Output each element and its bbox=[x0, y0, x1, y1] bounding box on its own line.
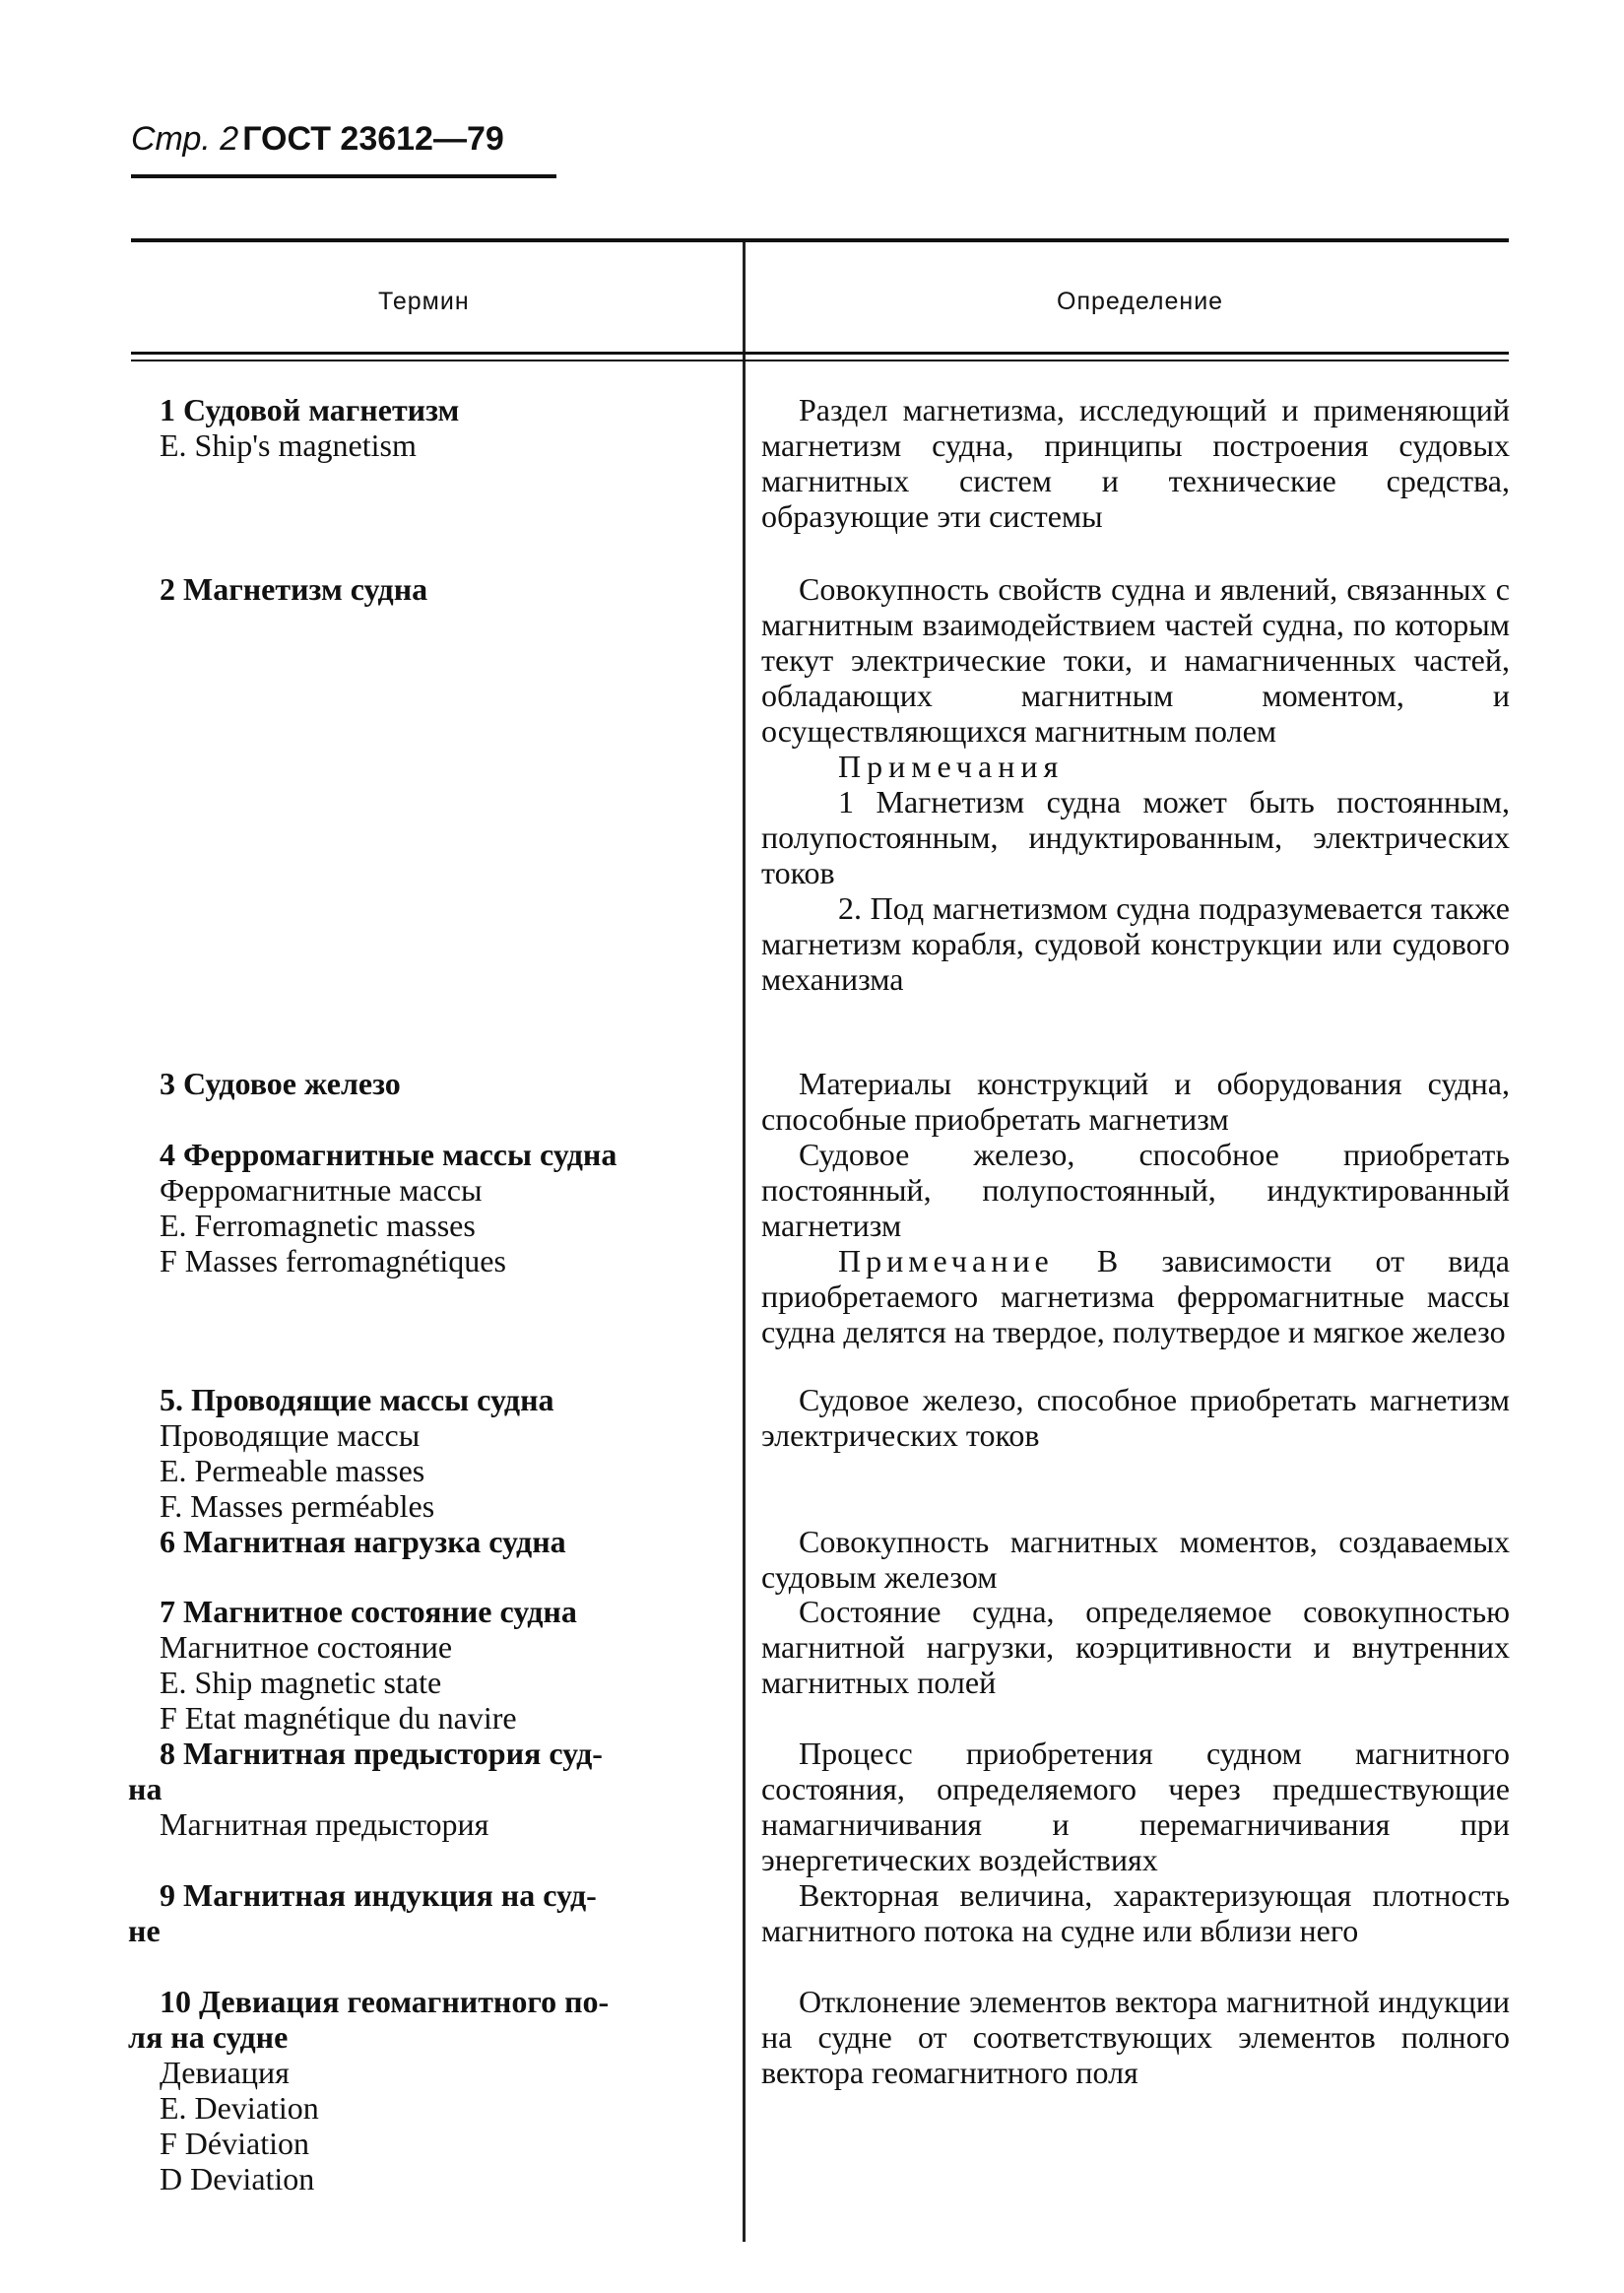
standard-number: ГОСТ 23612—79 bbox=[242, 120, 504, 158]
term-4 bbox=[160, 1137, 716, 1278]
definition-9-text: Векторная величина, характеризующая плотность магнитного потока на судне или вблизи него bbox=[761, 1877, 1510, 1948]
definition-4 bbox=[761, 1137, 1510, 1349]
definition-8 bbox=[761, 1736, 1510, 1877]
definition-4-text: Судовое железо, способное приобретать постоянный, полупостоянный, индуктированный магнетизм bbox=[761, 1137, 1510, 1243]
term-7-title: 7 Магнитное состояние судна bbox=[160, 1594, 577, 1629]
page-number: Стр. 2 bbox=[131, 120, 239, 158]
term-7 bbox=[160, 1594, 716, 1736]
definition-1-text: Раздел магнетизма, исследующий и применяющий магнетизм судна, принципы построения судовых магнитных систем и технические средства, образующие эти системы bbox=[761, 392, 1510, 534]
definition-5 bbox=[761, 1382, 1510, 1453]
definition-2-note-1: 1 Магнетизм судна может быть постоянным, полупостоянным, индуктированным, электрических токов bbox=[761, 784, 1510, 890]
table-top-rule bbox=[131, 238, 1509, 242]
column-divider bbox=[743, 242, 746, 2242]
term-4-en: E. Ferromagnetic masses bbox=[160, 1208, 476, 1243]
definition-2-note-2: 2. Под магнетизмом судна подразумевается также магнетизм корабля, судовой конструкции или судового механизма bbox=[761, 890, 1510, 997]
term-10-short: Девиация bbox=[160, 2055, 290, 2090]
term-8-title: 8 Магнитная предыстория суд- bbox=[160, 1736, 603, 1771]
column-header-term: Термин bbox=[378, 288, 470, 315]
term-10-title-cont: ля на судне bbox=[128, 2019, 289, 2055]
term-2-title: 2 Магнетизм судна bbox=[160, 571, 428, 607]
term-8 bbox=[128, 1736, 716, 1842]
term-7-en: E. Ship magnetic state bbox=[160, 1665, 442, 1700]
definition-3 bbox=[761, 1066, 1510, 1137]
term-9-title: 9 Магнитная индукция на суд- bbox=[160, 1877, 597, 1913]
definition-7 bbox=[761, 1594, 1510, 1700]
term-10-title: 10 Девиация геомагнитного по- bbox=[160, 1984, 610, 2019]
term-1-en: E. Ship's magnetism bbox=[160, 427, 417, 463]
header-rule bbox=[131, 352, 1509, 355]
term-5-title: 5. Проводящие массы судна bbox=[160, 1382, 554, 1417]
term-4-title: 4 Ферромагнитные массы судна bbox=[160, 1137, 617, 1172]
term-8-short: Магнитная предыстория bbox=[160, 1806, 489, 1842]
term-10-en: E. Deviation bbox=[160, 2090, 319, 2126]
page-header bbox=[131, 120, 504, 159]
definition-4-note bbox=[761, 1243, 1510, 1349]
term-6 bbox=[160, 1524, 716, 1559]
term-1 bbox=[160, 392, 716, 463]
definition-3-text: Материалы конструкций и оборудования судна, способные приобретать магнетизм bbox=[761, 1066, 1510, 1137]
term-8-title-cont: на bbox=[128, 1771, 162, 1806]
header-rule bbox=[131, 360, 1509, 361]
definition-5-text: Судовое железо, способное приобретать магнетизм электрических токов bbox=[761, 1382, 1510, 1453]
term-5-short: Проводящие массы bbox=[160, 1417, 421, 1453]
column-header-definition: Определение bbox=[1057, 288, 1224, 315]
definition-10 bbox=[761, 1984, 1510, 2090]
header-underline bbox=[131, 174, 556, 178]
definition-9 bbox=[761, 1877, 1510, 1948]
term-7-fr: F Etat magnétique du navire bbox=[160, 1700, 517, 1736]
definition-4-note-head: Примечание bbox=[838, 1243, 1054, 1278]
definition-6 bbox=[761, 1524, 1510, 1595]
term-5-fr: F. Masses perméables bbox=[160, 1488, 435, 1524]
term-6-title: 6 Магнитная нагрузка судна bbox=[160, 1524, 566, 1559]
term-10 bbox=[128, 1984, 716, 2196]
term-10-de: D Deviation bbox=[160, 2161, 315, 2196]
definition-7-text: Состояние судна, определяемое совокупностью магнитной нагрузки, коэрцитивности и внутренних магнитных полей bbox=[761, 1594, 1510, 1700]
definition-10-text: Отклонение элементов вектора магнитной индукции на судне от соответствующих элементов полного вектора геомагнитного поля bbox=[761, 1984, 1510, 2090]
term-3 bbox=[160, 1066, 716, 1101]
term-9 bbox=[128, 1877, 716, 1948]
term-1-title: 1 Судовой магнетизм bbox=[160, 392, 460, 427]
definition-4-note-text: В зависимости от вида приобретаемого магнетизма ферромагнитные массы судна делятся на твердое, полутвердое и мягкое железо bbox=[761, 1243, 1511, 1349]
definition-6-text: Совокупность магнитных моментов, создаваемых судовым железом bbox=[761, 1524, 1510, 1595]
definition-2-text: Совокупность свойств судна и явлений, связанных с магнитным взаимодействием частей судна, по которым текут электрические токи, и намагниченных частей, обладающих магнитным моментом, и осуществляющихся магнитным полем bbox=[761, 571, 1510, 749]
term-4-fr: F Masses ferromagnétiques bbox=[160, 1243, 506, 1278]
term-7-short: Магнитное состояние bbox=[160, 1629, 453, 1665]
term-5-en: E. Permeable masses bbox=[160, 1453, 425, 1488]
term-9-title-cont: не bbox=[128, 1913, 161, 1948]
definition-1 bbox=[761, 392, 1510, 534]
term-2 bbox=[160, 571, 716, 607]
definition-2-note-head: Примечания bbox=[838, 749, 1065, 784]
definition-8-text: Процесс приобретения судном магнитного состояния, определяемого через предшествующие намагничивания и перемагничивания при энергетических воздействиях bbox=[761, 1736, 1510, 1877]
term-5 bbox=[160, 1382, 716, 1524]
term-4-short: Ферромагнитные массы bbox=[160, 1172, 483, 1208]
term-10-fr: F Déviation bbox=[160, 2126, 309, 2161]
term-3-title: 3 Судовое железо bbox=[160, 1066, 401, 1101]
definition-2 bbox=[761, 571, 1510, 997]
